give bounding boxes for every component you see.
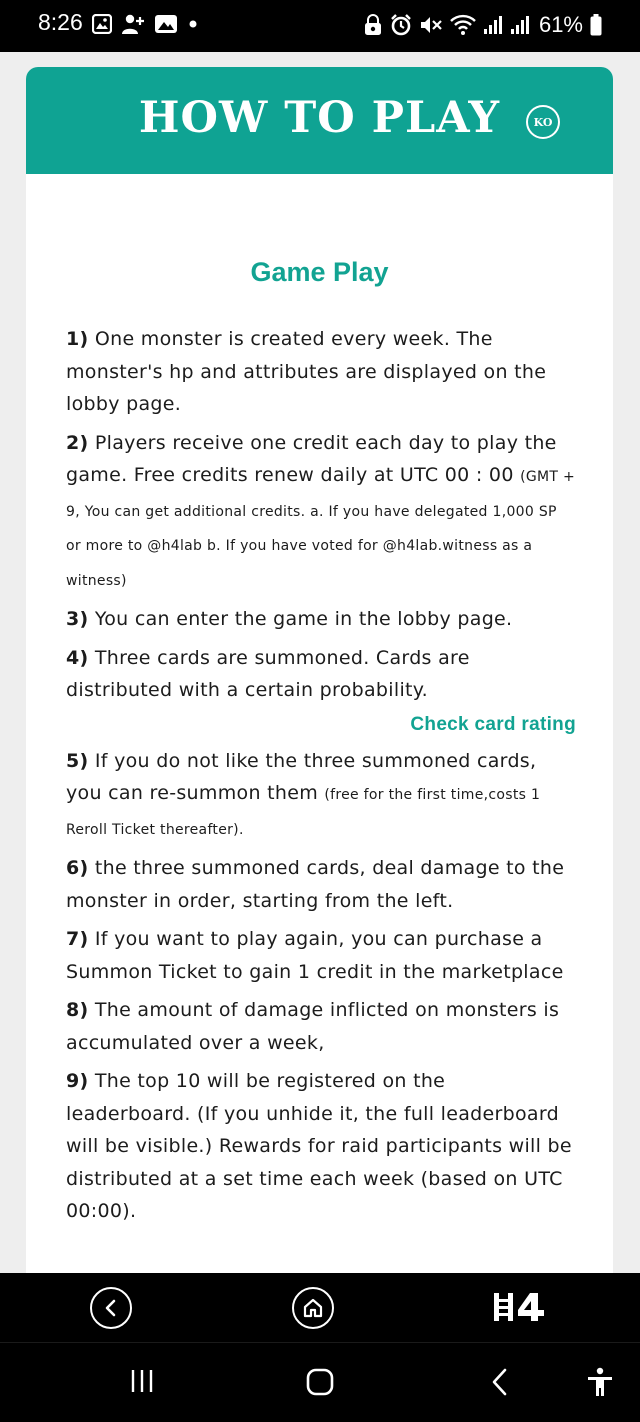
language-toggle-button[interactable]: KO [526, 105, 560, 139]
rule-number: 7) [66, 928, 89, 950]
home-nav-button[interactable] [305, 1367, 335, 1401]
accessibility-button[interactable] [586, 1367, 614, 1401]
rule-item [66, 852, 576, 917]
rule-item [66, 994, 576, 1059]
status-time: 8:26 [38, 9, 83, 35]
app-bottom-toolbar [0, 1273, 640, 1342]
photo-icon [154, 14, 178, 34]
chevron-left-icon [102, 1299, 120, 1317]
sync-lock-icon [363, 14, 383, 36]
rules-list [66, 323, 576, 1234]
h4-logo-icon [492, 1290, 550, 1324]
rule-item [66, 745, 576, 847]
rule-number: 4) [66, 646, 89, 669]
rule-text: You can enter the game in the lobby page. [94, 608, 513, 630]
rule-item [66, 923, 576, 988]
signal-icon [483, 15, 503, 35]
mute-icon [419, 14, 443, 36]
rule-text: The top 10 will be registered on the leaderboard. (If you unhide it, the full leaderboard will be visible.) Rewards for raid participants will be distributed at a set time each week (based on UTC 00:00). [66, 1070, 572, 1222]
recent-apps-button[interactable] [128, 1367, 156, 1399]
rule-note: (free for the first time,costs 1 Reroll Ticket thereafter). [66, 787, 541, 838]
add-contact-icon [121, 13, 145, 35]
wifi-icon [450, 14, 476, 36]
rule-number: 1) [66, 328, 89, 350]
rule-text: One monster is created every week. The monster's hp and attributes are displayed on the lobby page. [66, 328, 547, 415]
rule-number: 8) [66, 999, 89, 1021]
gallery-icon [92, 14, 112, 34]
battery-percent: 61% [538, 12, 583, 37]
rule-item [66, 603, 576, 636]
dot-icon [187, 14, 199, 34]
rule-number: 6) [66, 857, 89, 879]
signal-icon [510, 15, 530, 35]
back-nav-button[interactable] [488, 1367, 512, 1401]
web-page [0, 52, 640, 1273]
rule-item [66, 642, 576, 707]
rule-item [66, 323, 576, 421]
rule-text: If you want to play again, you can purchase a Summon Ticket to gain 1 credit in the marketplace [66, 928, 564, 983]
how-to-play-card [26, 67, 613, 1273]
rule-text: The amount of damage inflicted on monsters is accumulated over a week, [66, 999, 560, 1054]
back-circle-button[interactable] [90, 1287, 132, 1329]
rule-note: (GMT + 9, You can get additional credits. a. If you have delegated 1,000 SP or more to @h4lab b. If you have voted for @h4lab.witness as a witness) [66, 469, 575, 589]
accessibility-icon [586, 1367, 614, 1397]
home-outline-icon [305, 1367, 335, 1397]
rule-number: 2) [66, 431, 89, 454]
rule-number: 9) [66, 1070, 89, 1092]
rule-text: the three summoned cards, deal damage to the monster in order, starting from the left. [66, 857, 565, 912]
rule-text: If you do not like the three summoned cards, you can re-summon them [66, 749, 537, 804]
recent-apps-icon [128, 1367, 156, 1395]
rule-text: Three cards are summoned. Cards are distributed with a certain probability. [66, 646, 470, 701]
status-bar [0, 0, 640, 52]
rule-number: 3) [66, 608, 89, 630]
check-card-rating-link[interactable]: Check card rating [410, 713, 576, 735]
rule-text: Players receive one credit each day to play the game. Free credits renew daily at UTC 00 : 00 [66, 431, 557, 486]
back-icon [488, 1367, 512, 1397]
h4-logo-button[interactable] [492, 1290, 550, 1328]
rule-number: 5) [66, 749, 89, 772]
page-title: HOW TO PLAY [138, 93, 501, 143]
home-circle-button[interactable] [292, 1287, 334, 1329]
rule-item [66, 1065, 576, 1228]
alarm-icon [390, 14, 412, 36]
section-title: Game Play [250, 257, 389, 287]
home-icon [302, 1297, 324, 1319]
system-navigation-bar [0, 1342, 640, 1422]
card-header [26, 67, 613, 174]
battery-icon [590, 14, 602, 36]
rule-item [66, 427, 576, 598]
